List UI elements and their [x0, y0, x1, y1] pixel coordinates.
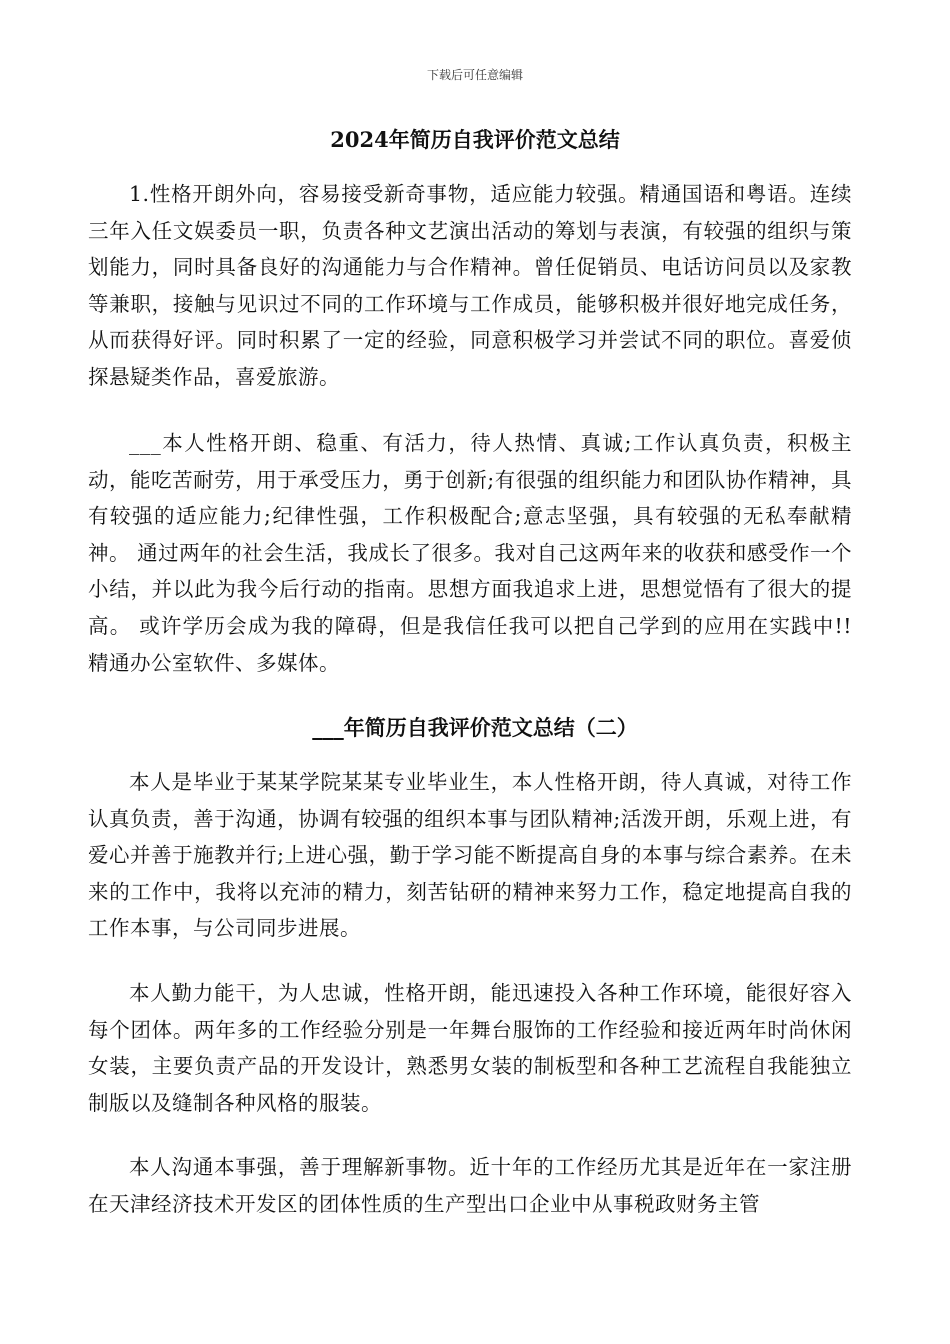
section-title-1: 2024年简历自我评价范文总结: [330, 127, 620, 152]
paragraph-1: 1.性格开朗外向，容易接受新奇事物，适应能力较强。精通国语和粤语。连续三年入任文娱委员一职，负责各种文艺演出活动的筹划与表演，有较强的组织与策划能力，同时具备良好的沟通能力与合作精神。曾任促销员、电话访问员以及家教等兼职，接触与见识过不同的工作环境与工作成员，能够积极并很好地完成任务，从而获得好评。同时积累了一定的经验，同意积极学习并尝试不同的职位。喜爱侦探悬疑类作品，喜爱旅游。: [88, 182, 852, 389]
paragraph-5: 本人沟通本事强，善于理解新事物。近十年的工作经历尤其是近年在一家注册在天津经济技术开发区的团体性质的生产型出口企业中从事税政财务主管: [88, 1155, 852, 1216]
section-title-2: ___年简历自我评价范文总结（二）: [312, 715, 638, 740]
paragraph-3: 本人是毕业于某某学院某某专业毕业生，本人性格开朗，待人真诚，对待工作认真负责，善于沟通，协调有较强的组织本事与团队精神;活泼开朗，乐观上进，有爱心并善于施教并行;上进心强，勤于学习能不断提高自身的本事与综合素养。在未来的工作中，我将以充沛的精力，刻苦钻研的精神来努力工作，稳定地提高自我的工作本事，与公司同步进展。: [88, 770, 852, 941]
paragraph-4: 本人勤力能干，为人忠诚，性格开朗，能迅速投入各种工作环境，能很好容入每个团体。两年多的工作经验分别是一年舞台服饰的工作经验和接近两年时尚休闲女装，主要负责产品的开发设计，熟悉男女装的制板型和各种工艺流程自我能独立制版以及缝制各种风格的服装。: [88, 981, 852, 1115]
header-note: 下载后可任意编辑: [426, 68, 523, 82]
paragraph-2: ___本人性格开朗、稳重、有活力，待人热情、真诚;工作认真负责，积极主动，能吃苦耐劳，用于承受压力，勇于创新;有很强的组织能力和团队协作精神，具有较强的适应能力;纪律性强，工作积极配合;意志坚强，具有较强的无私奉献精神。 通过两年的社会生活，我成长了很多。我对自己这两年来的收获和感受作一个小结，并以此为我今后行动的指南。思想方面我追求上进，思想觉悟有了很大的提高。 或许学历会成为我的障碍，但是我信任我可以把自己学到的应用在实践中!! 精通办公室软件、多媒体。: [88, 431, 852, 675]
